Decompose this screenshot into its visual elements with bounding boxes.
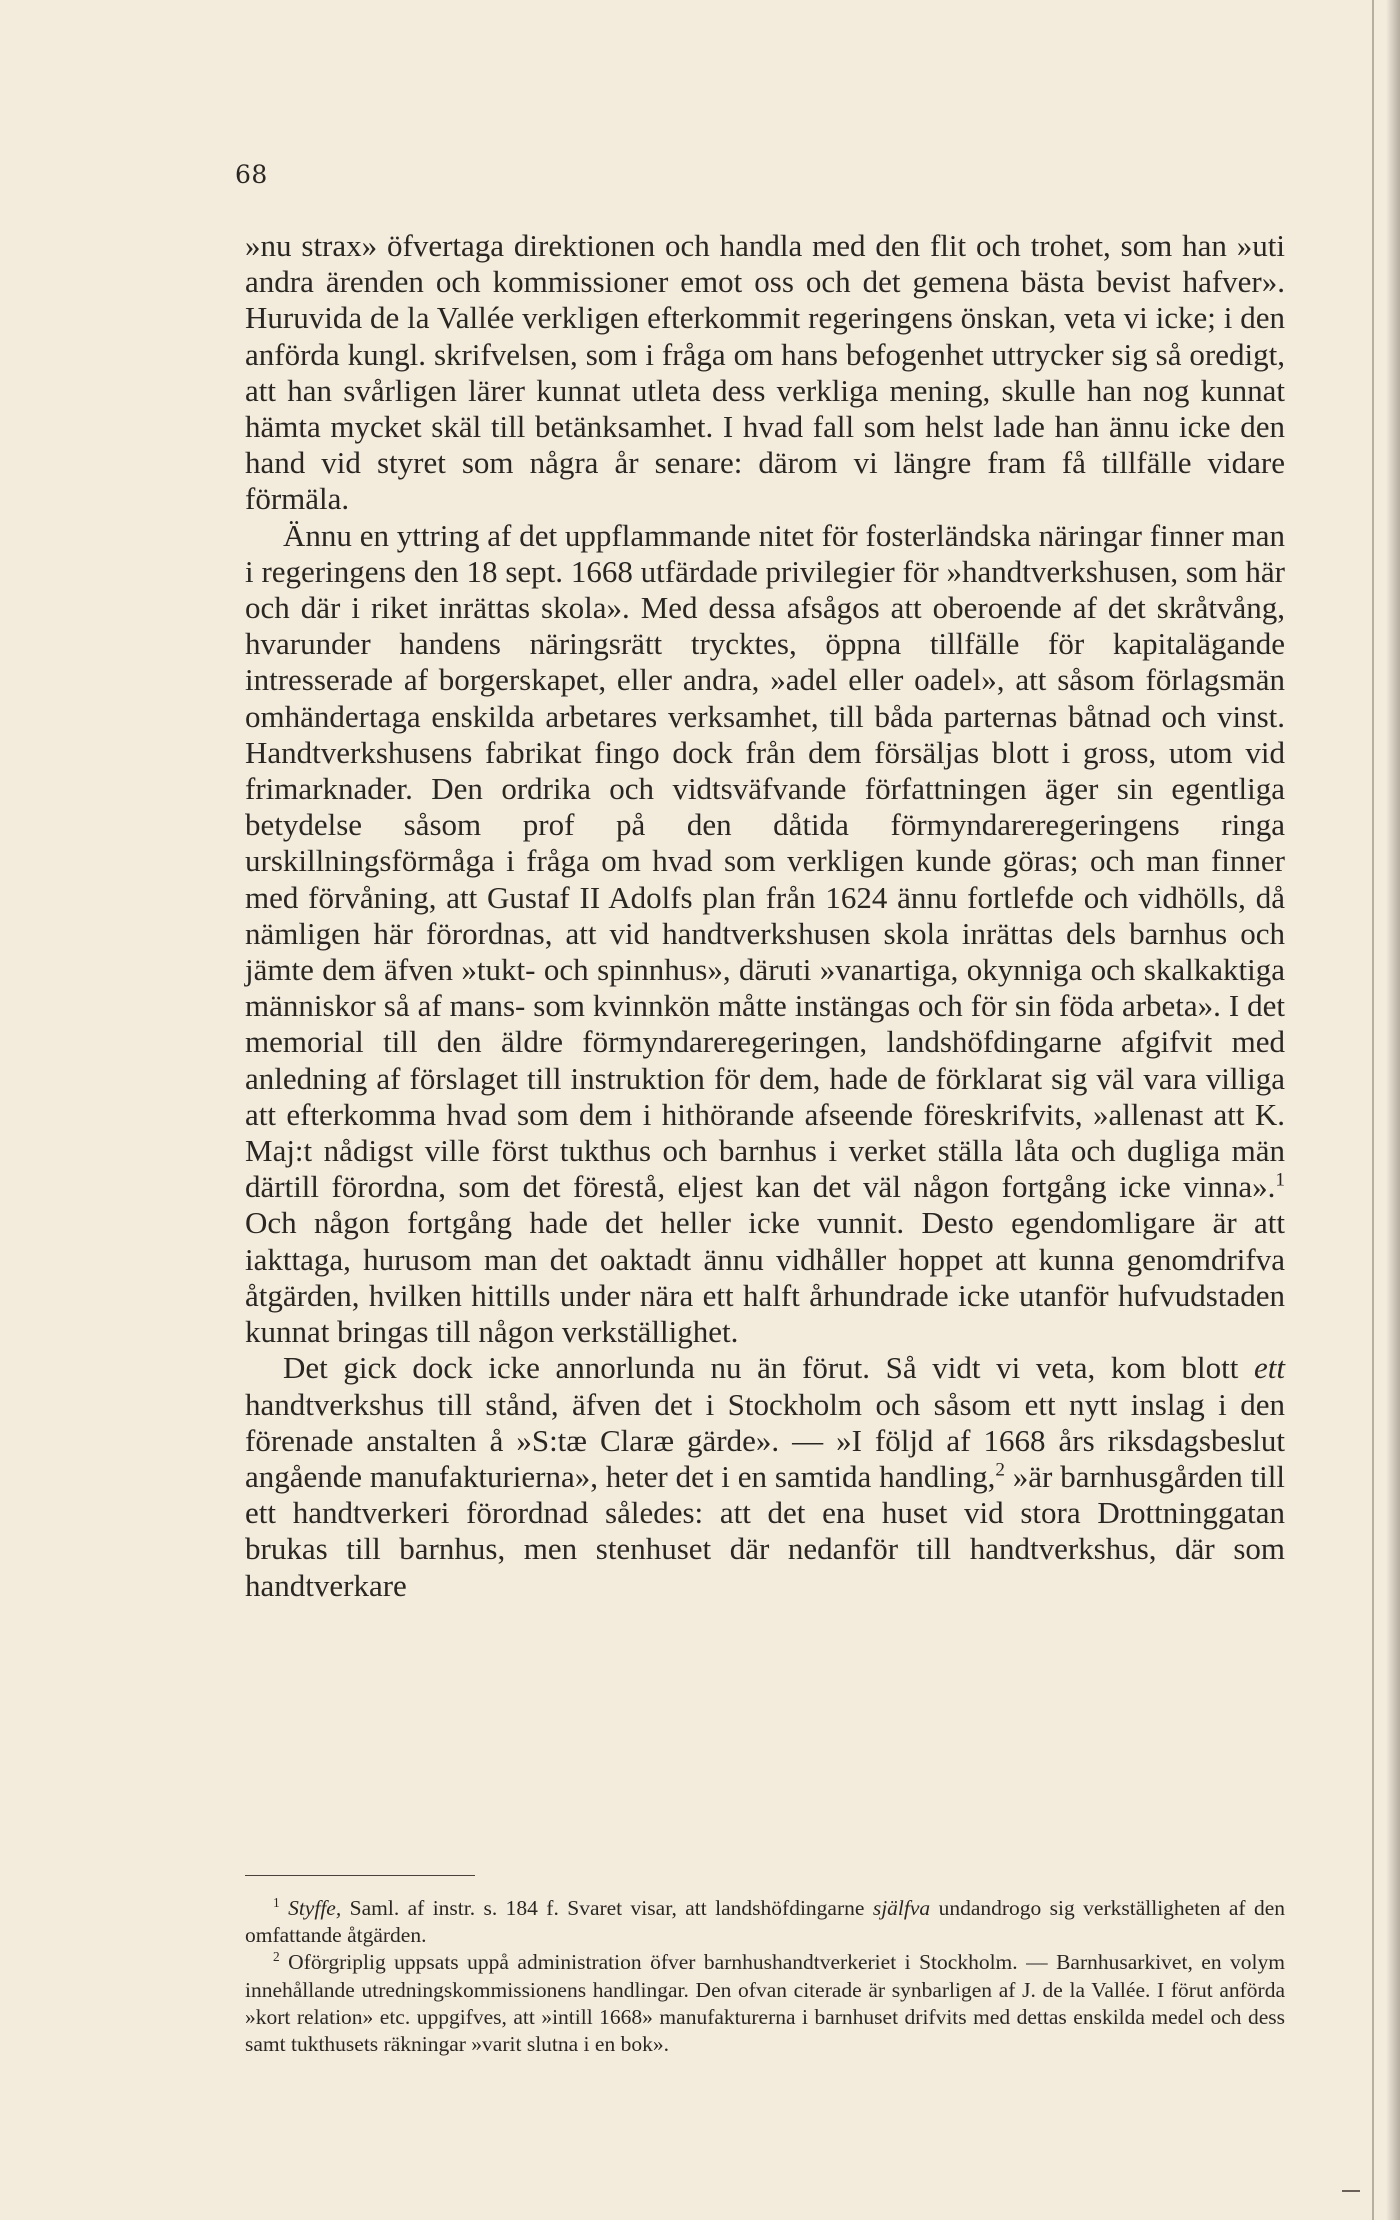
page-edge-shadow [1386,0,1400,2220]
footnote-ref-1: 1 [1275,1169,1285,1191]
page-number: 68 [235,160,268,189]
footnote-divider [245,1875,475,1876]
emphasis-ett: ett [1254,1350,1286,1386]
paragraph-2-text: Ännu en yttring af det uppflammande nitet för fosterländska näringar finner man i regeringens den 18 sept. 1668 utfärdade privilegier för »handtverkshusen, som här och där i riket inrättas skola». Med dessa afsågos att oberoende af det skråtvång, hvarunder handens näringsrätt trycktes, öppna tillfälle för kapitalägande intresserade af borgerskapet, eller andra, »adel eller oadel», att såsom förlagsmän omhändertaga enskilda arbetares verksamhet, till båda parternas båtnad och vinst. Handtverkshusens fabrikat fingo dock från dem försäljas blott i gross, utom vid frimarknader. Den ordrika och vidtsväfvande författningen äger sin egentliga betydelse såsom prof på den dåtida förmyndareregeringens ringa urskillningsförmåga i fråga om hvad som verkligen kunde göras; och man finner med förvåning, att Gustaf II Adolfs plan från 1624 ännu fortlefde och vidhölls, då nämligen här förordnas, att vid handtverkshusen skola inrättas dels barnhus och jämte dem äfven »tukt- och spinnhus», däruti »vanartiga, okynniga och skalkaktiga människor så af mans- som kvinnkön måtte instängas och för sin föda arbeta». I det memorial till den äldre förmyndareregeringen, landshöfdingarne afgifvit med anledning af förslaget till instruktion för dem, hade de förklarat sig väl vara villiga att efterkomma hvad som dem i hithörande afseende föreskrifvits, »allenast att K. Maj:t nådigst ville först tukthus och barnhus i verket ställa låta och dugliga män därtill förordna, som det förestå, eljest kan det väl någon fortgång icke vinna». [245,517,1285,1205]
footnote-2-marker: 2 [273,1949,280,1965]
paragraph-3-text-b: handtverkshus till stånd, äfven det i Stockholm och såsom ett nytt inslag i den förenade anstalten å »S:tæ Claræ gärde». — »I följd af 1668 års riksdagsbeslut angående manufakturierna», heter det i en samtida handling, [245,1386,1285,1494]
paragraph-2 [245,518,1285,1351]
paragraph-3-text-c: »är barnhusgården till ett handtverkeri förordnad således: att det ena huset vid stora Drottninggatan brukas till barnhus, men stenhuset där nedanför till handtverkshus, där som handtverkare [245,1458,1285,1603]
footnote-1-text: Saml. af instr. s. 184 f. Svaret visar, att landshöfdingarne [349,1896,865,1920]
footnote-1 [245,1895,1285,1949]
footnote-1-text-end: undandrogo sig verkställigheten af den omfattande åtgärden. [245,1896,1286,1948]
footnote-2-text: Oförgriplig uppsats uppå administration öfver barnhushandtverkeriet i Stockholm. — Barnhusarkivet, en volym innehållande utredningskommissionens handlingar. Den ofvan citerade är synbarligen af J. de la Vallée. I förut anförda »kort relation» etc. uppgifves, att »intill 1668» manufakturerna i barnhuset drifvits med dettas enskilda medel och dess samt tukthusets räkningar »varit slutna i en bok». [245,1950,1286,2057]
page-edge-line [1372,0,1374,2220]
footnote-1-emphasis: själfva [872,1896,931,1920]
footnote-1-marker: 1 [273,1894,280,1910]
paragraph-2-continued: Och någon fortgång hade det heller icke vunnit. Desto egendomligare är att iakttaga, hurusom man det oaktadt ännu vidhåller hoppet att kunna genomdrifva åtgärden, hvilken hittills under nära ett halft århundrade icke utanför hufvudstaden kunnat bringas till någon verkställighet. [245,1205,1285,1350]
paragraph-3-text-a: Det gick dock icke annorlunda nu än förut. Så vidt vi veta, kom blott [283,1350,1239,1386]
footnote-2 [245,1949,1285,2058]
page-corner-mark [1342,2190,1360,2192]
paragraph-3 [245,1350,1285,1603]
body-text [245,228,1285,1604]
footnote-1-author: Styffe, [288,1896,342,1920]
footnotes [245,1895,1285,2058]
paragraph-1: »nu strax» öfvertaga direktionen och handla med den flit och trohet, som han »uti andra ärenden och kommissioner emot oss och det gemena bästa bevist hafver». Huruvida de la Vallée verkligen efterkommit regeringens önskan, veta vi icke; i den anförda kungl. skrifvelsen, som i fråga om hans befogenhet uttrycker sig så oredigt, att han svårligen lärer kunnat utleta dess verkliga mening, skulle han nog kunnat hämta mycket skäl till betänksamhet. I hvad fall som helst lade han ännu icke den hand vid styret som några år senare: därom vi längre fram få tillfälle vidare förmäla. [245,228,1285,517]
footnote-ref-2: 2 [995,1459,1005,1481]
